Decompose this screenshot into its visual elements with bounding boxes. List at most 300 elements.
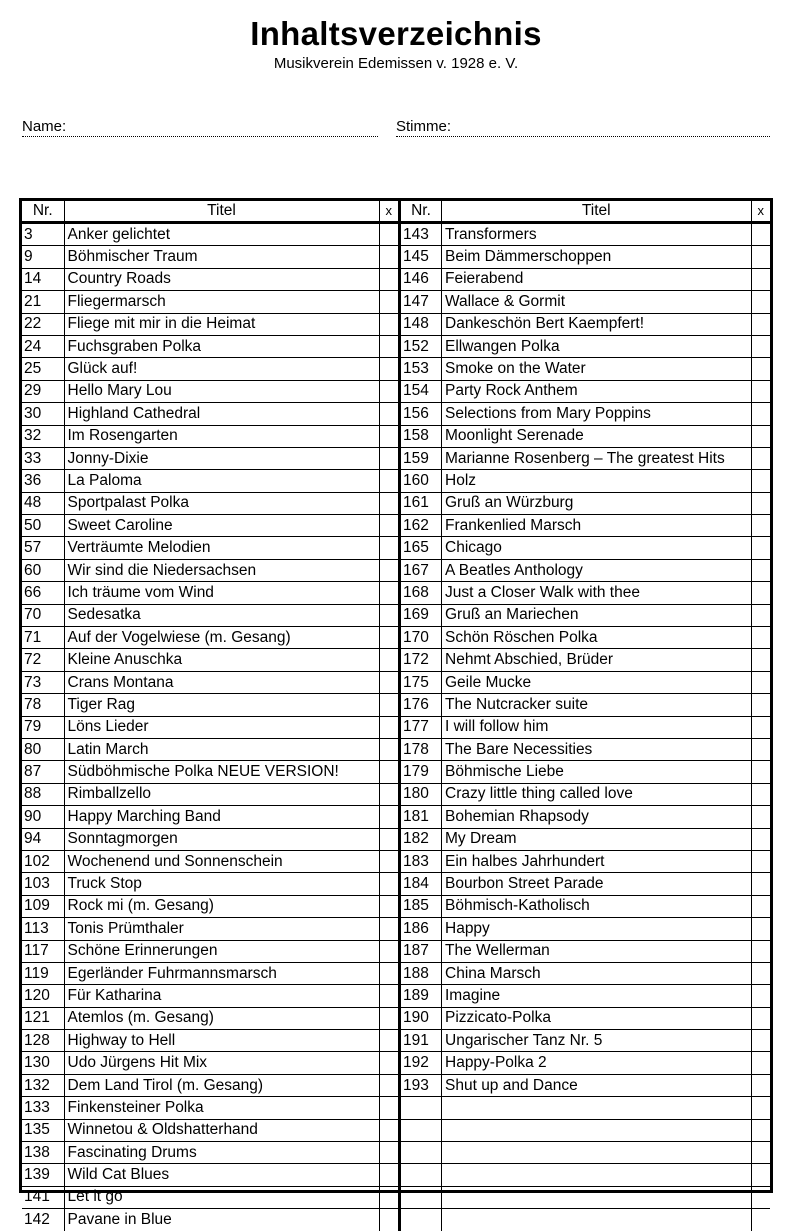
name-label: Name: [22,118,67,135]
check-cell[interactable] [379,627,398,649]
check-cell[interactable] [379,1119,398,1141]
table-row [400,515,771,537]
table-row [22,627,398,649]
table-row [22,470,398,492]
check-cell[interactable] [751,694,770,716]
check-cell[interactable] [751,895,770,917]
song-number: 148 [400,313,442,335]
check-cell[interactable] [379,470,398,492]
check-cell[interactable] [379,649,398,671]
song-title [442,1142,752,1164]
song-title: Winnetou & Oldshatterhand [64,1119,379,1141]
check-cell[interactable] [751,1209,770,1231]
check-cell[interactable] [379,1164,398,1186]
check-cell[interactable] [751,537,770,559]
table-row [400,291,771,313]
song-number: 113 [22,918,64,940]
table-row [22,1164,398,1186]
song-number: 158 [400,425,442,447]
header-nr: Nr. [400,201,442,223]
table-row [22,738,398,760]
song-number: 172 [400,649,442,671]
song-title: Egerländer Fuhrmannsmarsch [64,962,379,984]
check-cell[interactable] [751,582,770,604]
song-number: 48 [22,492,64,514]
check-cell[interactable] [379,1097,398,1119]
name-field[interactable] [22,118,378,137]
check-cell[interactable] [379,828,398,850]
song-number: 186 [400,918,442,940]
song-title: Country Roads [64,268,379,290]
table-row [22,694,398,716]
check-cell[interactable] [379,738,398,760]
table-row [22,1209,398,1231]
song-title: Sonntagmorgen [64,828,379,850]
song-number: 146 [400,268,442,290]
song-number: 80 [22,738,64,760]
song-number: 143 [400,223,442,246]
table-row [22,1097,398,1119]
song-title: Smoke on the Water [442,358,752,380]
table-row [400,537,771,559]
song-title: Shut up and Dance [442,1074,752,1096]
song-title: Transformers [442,223,752,246]
table-row [400,582,771,604]
song-title: Highland Cathedral [64,403,379,425]
song-number: 90 [22,806,64,828]
song-number: 179 [400,761,442,783]
song-number: 87 [22,761,64,783]
table-row [400,313,771,335]
song-title: Wallace & Gormit [442,291,752,313]
song-number: 175 [400,671,442,693]
table-row [400,425,771,447]
check-cell[interactable] [379,515,398,537]
check-cell[interactable] [379,850,398,872]
table-row [22,1119,398,1141]
song-title: Ich träume vom Wind [64,582,379,604]
table-row [400,694,771,716]
check-cell[interactable] [751,761,770,783]
song-number: 188 [400,962,442,984]
check-cell[interactable] [379,783,398,805]
song-number: 139 [22,1164,64,1186]
table-row [400,828,771,850]
table-row [22,313,398,335]
song-title: Nehmt Abschied, Brüder [442,649,752,671]
table-row [22,850,398,872]
song-title: Moonlight Serenade [442,425,752,447]
song-title: Fliegermarsch [64,291,379,313]
song-number: 154 [400,380,442,402]
song-title: Jonny-Dixie [64,447,379,469]
check-cell[interactable] [751,806,770,828]
table-row [22,806,398,828]
song-title [442,1209,752,1231]
table-row [400,492,771,514]
check-cell[interactable] [751,291,770,313]
table-row [400,1164,771,1186]
left-column-table [22,201,398,1231]
song-number: 33 [22,447,64,469]
table-row [400,873,771,895]
check-cell[interactable] [751,671,770,693]
check-cell[interactable] [379,1074,398,1096]
song-title: Bohemian Rhapsody [442,806,752,828]
song-title: The Wellerman [442,940,752,962]
song-title: Happy Marching Band [64,806,379,828]
song-number: 14 [22,268,64,290]
song-number: 187 [400,940,442,962]
song-number: 162 [400,515,442,537]
song-index-table [19,198,773,1228]
check-cell[interactable] [751,1119,770,1141]
song-number: 181 [400,806,442,828]
song-title: La Paloma [64,470,379,492]
song-number: 32 [22,425,64,447]
check-cell[interactable] [379,358,398,380]
song-title: Feierabend [442,268,752,290]
table-row [22,537,398,559]
song-title: Bourbon Street Parade [442,873,752,895]
song-title: Ellwangen Polka [442,335,752,357]
song-number: 192 [400,1052,442,1074]
check-cell[interactable] [751,918,770,940]
table-row [22,918,398,940]
song-title: Party Rock Anthem [442,380,752,402]
check-cell[interactable] [379,918,398,940]
song-number: 119 [22,962,64,984]
song-title: Schöne Erinnerungen [64,940,379,962]
table-row [22,559,398,581]
song-title: Böhmischer Traum [64,246,379,268]
check-cell[interactable] [751,604,770,626]
check-cell[interactable] [379,1209,398,1231]
song-title: Beim Dämmerschoppen [442,246,752,268]
table-row [400,380,771,402]
table-row [22,604,398,626]
table-row [22,1030,398,1052]
check-cell[interactable] [751,1074,770,1096]
check-cell[interactable] [379,582,398,604]
check-cell[interactable] [379,223,398,246]
table-row [400,403,771,425]
check-cell[interactable] [379,246,398,268]
check-cell[interactable] [751,268,770,290]
check-cell[interactable] [379,335,398,357]
check-cell[interactable] [379,985,398,1007]
song-number: 138 [22,1142,64,1164]
song-title: Gruß an Würzburg [442,492,752,514]
song-title: Rock mi (m. Gesang) [64,895,379,917]
song-title: Udo Jürgens Hit Mix [64,1052,379,1074]
table-row [400,761,771,783]
check-cell[interactable] [379,492,398,514]
header-titel: Titel [442,201,752,223]
song-number: 30 [22,403,64,425]
song-number: 165 [400,537,442,559]
song-number: 184 [400,873,442,895]
check-cell[interactable] [751,1142,770,1164]
table-row [22,783,398,805]
table-row [22,515,398,537]
table-row [22,671,398,693]
check-cell[interactable] [751,380,770,402]
song-title: Selections from Mary Poppins [442,403,752,425]
song-number: 121 [22,1007,64,1029]
check-cell[interactable] [379,313,398,335]
song-number: 78 [22,694,64,716]
check-cell[interactable] [751,940,770,962]
check-cell[interactable] [379,604,398,626]
table-row [22,716,398,738]
table-row [22,940,398,962]
check-cell[interactable] [751,1007,770,1029]
song-number: 88 [22,783,64,805]
table-header-row [400,201,771,223]
song-number: 152 [400,335,442,357]
song-number: 147 [400,291,442,313]
check-cell[interactable] [379,895,398,917]
song-title: Chicago [442,537,752,559]
table-row [400,962,771,984]
song-number: 22 [22,313,64,335]
check-cell[interactable] [379,761,398,783]
header-nr: Nr. [22,201,64,223]
song-number: 130 [22,1052,64,1074]
table-row [400,806,771,828]
check-cell[interactable] [379,1142,398,1164]
check-cell[interactable] [751,873,770,895]
check-cell[interactable] [379,806,398,828]
check-cell[interactable] [751,470,770,492]
song-title: Anker gelichtet [64,223,379,246]
song-title: Glück auf! [64,358,379,380]
song-title: The Bare Necessities [442,738,752,760]
check-cell[interactable] [751,313,770,335]
check-cell[interactable] [751,1164,770,1186]
song-number [400,1142,442,1164]
song-number: 66 [22,582,64,604]
check-cell[interactable] [751,515,770,537]
check-cell[interactable] [379,962,398,984]
table-row [22,447,398,469]
table-row [400,223,771,246]
song-title: Wochenend und Sonnenschein [64,850,379,872]
song-number: 9 [22,246,64,268]
song-number: 36 [22,470,64,492]
table-row [22,1142,398,1164]
song-number: 21 [22,291,64,313]
table-row [22,492,398,514]
right-column-table [398,201,770,1231]
table-row [400,358,771,380]
song-title: Ungarischer Tanz Nr. 5 [442,1030,752,1052]
check-cell[interactable] [379,559,398,581]
check-cell[interactable] [379,268,398,290]
check-cell[interactable] [379,425,398,447]
table-row [22,403,398,425]
check-cell[interactable] [379,1052,398,1074]
song-number: 190 [400,1007,442,1029]
table-row [400,559,771,581]
table-row [22,761,398,783]
check-cell[interactable] [751,962,770,984]
song-number [400,1186,442,1208]
table-row [22,649,398,671]
song-title: Auf der Vogelwiese (m. Gesang) [64,627,379,649]
table-row [22,828,398,850]
check-cell[interactable] [751,985,770,1007]
song-number: 180 [400,783,442,805]
table-row [400,627,771,649]
song-title: Sportpalast Polka [64,492,379,514]
table-row [400,268,771,290]
song-title: Crans Montana [64,671,379,693]
check-cell[interactable] [379,537,398,559]
check-cell[interactable] [751,850,770,872]
table-row [400,1209,771,1231]
check-cell[interactable] [379,403,398,425]
table-row [400,470,771,492]
header-x: x [379,201,398,223]
table-row [22,582,398,604]
check-cell[interactable] [379,716,398,738]
check-cell[interactable] [751,425,770,447]
stimme-label: Stimme: [396,118,452,135]
check-cell[interactable] [751,246,770,268]
song-number [400,1097,442,1119]
song-title: I will follow him [442,716,752,738]
check-cell[interactable] [379,1186,398,1208]
song-number: 73 [22,671,64,693]
table-row [400,1074,771,1096]
table-row [400,649,771,671]
song-title: Im Rosengarten [64,425,379,447]
table-row [22,895,398,917]
song-number: 128 [22,1030,64,1052]
check-cell[interactable] [751,447,770,469]
check-cell[interactable] [379,694,398,716]
song-title [442,1164,752,1186]
song-title: Wir sind die Niedersachsen [64,559,379,581]
check-cell[interactable] [751,783,770,805]
song-title: Für Katharina [64,985,379,1007]
song-title: Dankeschön Bert Kaempfert! [442,313,752,335]
song-number: 153 [400,358,442,380]
table-row [400,1142,771,1164]
song-title: Frankenlied Marsch [442,515,752,537]
song-title: Gruß an Mariechen [442,604,752,626]
table-row [22,268,398,290]
check-cell[interactable] [379,1007,398,1029]
table-row [22,1074,398,1096]
check-cell[interactable] [379,1030,398,1052]
check-cell[interactable] [379,940,398,962]
song-number: 50 [22,515,64,537]
table-row [22,223,398,246]
check-cell[interactable] [751,627,770,649]
table-row [22,335,398,357]
song-title: My Dream [442,828,752,850]
check-cell[interactable] [751,403,770,425]
song-title: Pizzicato-Polka [442,1007,752,1029]
song-title: Highway to Hell [64,1030,379,1052]
song-number: 185 [400,895,442,917]
song-title: Holz [442,470,752,492]
song-number: 29 [22,380,64,402]
check-cell[interactable] [751,738,770,760]
check-cell[interactable] [751,559,770,581]
song-number: 70 [22,604,64,626]
check-cell[interactable] [751,1097,770,1119]
song-number: 135 [22,1119,64,1141]
table-row [22,380,398,402]
header-x: x [751,201,770,223]
table-row [400,1030,771,1052]
check-cell[interactable] [751,492,770,514]
song-title: Atemlos (m. Gesang) [64,1007,379,1029]
song-number: 168 [400,582,442,604]
song-title: Kleine Anuschka [64,649,379,671]
song-title: Ein halbes Jahrhundert [442,850,752,872]
song-title: Happy-Polka 2 [442,1052,752,1074]
song-number: 60 [22,559,64,581]
song-title [442,1186,752,1208]
check-cell[interactable] [751,716,770,738]
song-title: China Marsch [442,962,752,984]
song-title: Just a Closer Walk with thee [442,582,752,604]
song-number: 191 [400,1030,442,1052]
table-row [400,985,771,1007]
check-cell[interactable] [751,1052,770,1074]
check-cell[interactable] [379,671,398,693]
check-cell[interactable] [751,223,770,246]
check-cell[interactable] [379,291,398,313]
song-number: 167 [400,559,442,581]
table-header-row [22,201,398,223]
song-title: Rimballzello [64,783,379,805]
check-cell[interactable] [379,873,398,895]
song-number: 177 [400,716,442,738]
song-number: 189 [400,985,442,1007]
song-number: 178 [400,738,442,760]
stimme-field[interactable] [396,118,770,137]
check-cell[interactable] [751,335,770,357]
table-row [400,1097,771,1119]
check-cell[interactable] [751,1030,770,1052]
song-title: Truck Stop [64,873,379,895]
song-title: Schön Röschen Polka [442,627,752,649]
check-cell[interactable] [751,1186,770,1208]
table-row [22,425,398,447]
table-row [400,1007,771,1029]
song-title: Fascinating Drums [64,1142,379,1164]
check-cell[interactable] [751,358,770,380]
table-row [400,716,771,738]
song-title: Marianne Rosenberg – The greatest Hits [442,447,752,469]
song-title: Latin March [64,738,379,760]
song-number: 183 [400,850,442,872]
song-title: Happy [442,918,752,940]
check-cell[interactable] [379,447,398,469]
check-cell[interactable] [751,649,770,671]
song-title: Fuchsgraben Polka [64,335,379,357]
table-row [22,962,398,984]
check-cell[interactable] [379,380,398,402]
song-number: 156 [400,403,442,425]
check-cell[interactable] [751,828,770,850]
